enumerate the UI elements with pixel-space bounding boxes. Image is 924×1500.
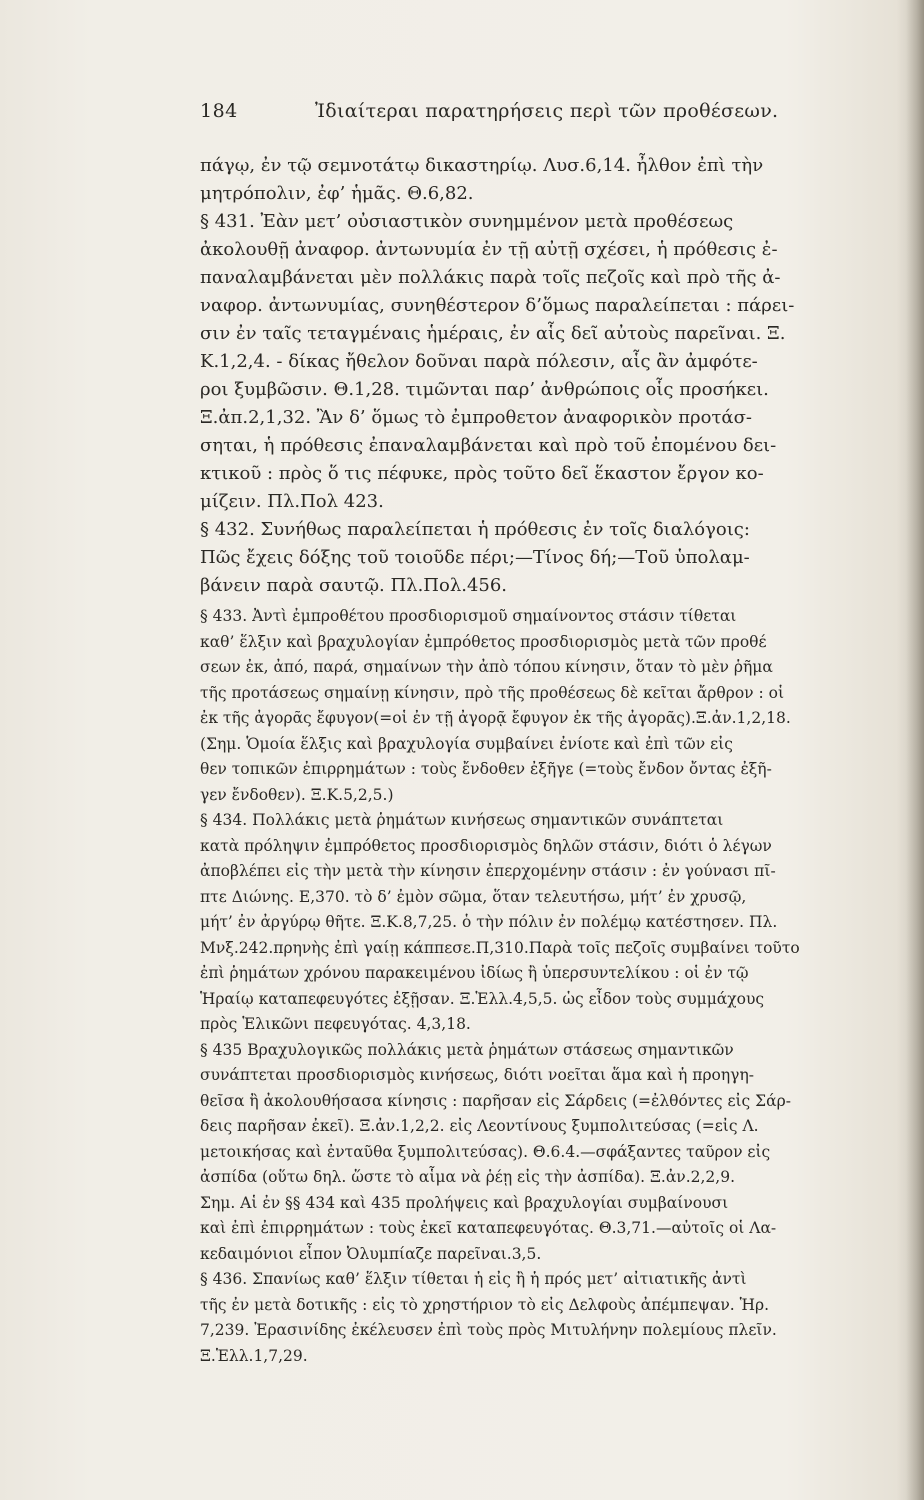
text-line: σιν ἐν ταῖς τεταγμέναις ἡμέραις, ἐν αἷς δεῖ αὐτοὺς παρεῖναι. Ξ.	[200, 323, 786, 344]
small-text-line: Μνξ.242.πρηνὴς ἐπὶ γαίῃ κάππεσε.Π,310.Παρὰ τοῖς πεζοῖς συμβαίνει τοῦτο	[200, 938, 800, 957]
small-text-line: Ἡραίῳ καταπεφευγότες ἐξῇσαν. Ξ.Ἑλλ.4,5,5. ὡς εἶδον τοὺς συμμάχους	[200, 989, 765, 1008]
small-text-line: κατὰ πρόληψιν ἐμπρόθετος προσδιορισμὸς δηλῶν στάσιν, διότι ὁ λέγων	[200, 836, 772, 855]
text-line: μητρόπολιν, ἐφ’ ἡμᾶς. Θ.6,82.	[200, 183, 474, 204]
small-text-line: § 435 Βραχυλογικῶς πολλάκις μετὰ ῥημάτων στάσεως σημαντικῶν	[200, 1040, 734, 1059]
small-text-line: § 433. Ἀντὶ ἐμπροθέτου προσδιορισμοῦ σημαίνοντος στάσιν τίθεται	[200, 607, 737, 625]
small-text-line: πρὸς Ἑλικῶνι πεφευγότας. 4,3,18.	[200, 1015, 471, 1033]
text-line: ἀκολουθῇ ἀναφορ. ἀντωνυμία ἐν τῇ αὐτῇ σχέσει, ἡ πρόθεσις ἐ-	[200, 239, 778, 260]
small-text-line: § 434. Πολλάκις μετὰ ῥημάτων κινήσεως σημαντικῶν συνάπτεται	[200, 811, 724, 829]
small-text-line: § 436. Σπανίως καθ’ ἕλξιν τίθεται ἡ εἰς ἢ ἡ πρός μετ’ αἰτιατικῆς ἀντὶ	[200, 1270, 747, 1288]
small-text-line: ἐκ τῆς ἀγορᾶς ἔφυγον(=οἱ ἐν τῇ ἀγορᾷ ἔφυγον ἐκ τῆς ἀγορᾶς).Ξ.ἀν.1,2,18.	[200, 709, 791, 727]
text-line: πάγῳ, ἐν τῷ σεμνοτάτῳ δικαστηρίῳ. Λυσ.6,14. ἦλθον ἐπὶ τὴν	[200, 155, 764, 176]
text-line: Κ.1,2,4. - δίκας ἤθελον δοῦναι παρὰ πόλεσιν, αἷς ἂν ἀμφότε-	[200, 351, 758, 372]
page-edge-shadow	[906, 0, 924, 1500]
small-text-line: μετοικήσας καὶ ἐνταῦθα ξυμπολιτεύσας). Θ.6.4.—σφάξαντες ταῦρον εἰς	[200, 1142, 771, 1161]
text-line: ναφορ. ἀντωνυμίας, συνηθέστερον δ’ὅμως παραλείπεται : πάρει-	[200, 295, 795, 316]
text-line: ροι ξυμβῶσιν. Θ.1,28. τιμῶνται παρ’ ἀνθρώποις οἷς προσήκει.	[200, 379, 769, 400]
body-text	[200, 152, 900, 1369]
text-line: § 431. Ἐὰν μετ’ οὐσιαστικὸν συνημμένον μετὰ προθέσεως	[200, 211, 734, 232]
small-text-line: Σημ. Αἱ ἐν §§ 434 καὶ 435 προλήψεις καὶ βραχυλογίαι συμβαίνουσι	[200, 1193, 729, 1212]
text-line: βάνειν παρὰ σαυτῷ. Πλ.Πολ.456.	[200, 575, 508, 596]
small-text-line: (Σημ. Ὁμοία ἕλξις καὶ βραχυλογία συμβαίνει ἐνίοτε καὶ ἐπὶ τῶν εἰς	[200, 734, 733, 753]
small-text-line: θεν τοπικῶν ἐπιρρημάτων : τοὺς ἔνδοθεν ἐξῆγε (=τοὺς ἔνδον ὄντας ἐξῆ-	[200, 760, 772, 778]
small-text-line: καθ’ ἕλξιν καὶ βραχυλογίαν ἐμπρόθετος προσδιορισμὸς μετὰ τῶν προθέ	[200, 632, 767, 651]
small-text-line: δεις παρῆσαν ἐκεῖ). Ξ.ἀν.1,2,2. εἰς Λεοντίνους ξυμπολιτεύσας (=εἰς Λ.	[200, 1117, 759, 1135]
text-line: παναλαμβάνεται μὲν πολλάκις παρὰ τοῖς πεζοῖς καὶ πρὸ τῆς ἀ-	[200, 267, 781, 288]
small-text-line: πτε Διώνης. Ε,370. τὸ δ’ ἐμὸν σῶμα, ὅταν τελευτήσω, μήτ’ ἐν χρυσῷ,	[200, 887, 747, 906]
small-text-line: θεῖσα ἢ ἀκολουθήσασα κίνησις : παρῆσαν εἰς Σάρδεις (=ἐλθόντες εἰς Σάρ-	[200, 1091, 791, 1110]
small-text-line: μήτ’ ἐν ἀργύρῳ θῆτε. Ξ.Κ.8,7,25. ὁ τὴν πόλιν ἐν πολέμῳ κατέστησεν. Πλ.	[200, 913, 778, 931]
small-text-line: καὶ ἐπὶ ἐπιρρημάτων : τοὺς ἐκεῖ καταπεφευγότας. Θ.3,71.—αὐτοῖς οἱ Λα-	[200, 1219, 777, 1237]
text-line: § 432. Συνήθως παραλείπεται ἡ πρόθεσις ἐν τοῖς διαλόγοις:	[200, 519, 750, 540]
small-text-line: τῆς ἐν μετὰ δοτικῆς : εἰς τὸ χρηστήριον τὸ εἰς Δελφοὺς ἀπέμπεψαν. Ἡρ.	[200, 1295, 770, 1314]
small-text-line: γεν ἔνδοθεν). Ξ.Κ.5,2,5.)	[200, 785, 394, 804]
small-text-line: 7,239. Ἐρασινίδης ἐκέλευσεν ἐπὶ τοὺς πρὸς Μιτυλήνην πολεμίους πλεῖν.	[200, 1321, 777, 1339]
small-text-line: κεδαιμόνιοι εἶπον Ὀλυμπίαζε παρεῖναι.3,5.	[200, 1244, 542, 1263]
small-text-line: ἐπὶ ῥημάτων χρόνου παρακειμένου ἰδίως ἢ ὑπερσυντελίκου : οἱ ἐν τῷ	[200, 964, 749, 982]
page-header	[200, 100, 820, 130]
small-text-line: τῆς προτάσεως σημαίνῃ κίνησιν, πρὸ τῆς προθέσεως δὲ κεῖται ἄρθρον : οἱ	[200, 683, 785, 702]
text-line: κτικοῦ : πρὸς ὅ τις πέφυκε, πρὸς τοῦτο δεῖ ἕκαστον ἔργον κο-	[200, 463, 764, 484]
small-text-line: ἀποβλέπει εἰς τὴν μετὰ τὴν κίνησιν ἐπερχομένην στάσιν : ἐν γούνασι πῖ-	[200, 862, 776, 880]
small-text-line: ἀσπίδα (οὕτω δηλ. ὥστε τὸ αἷμα νὰ ῥέῃ εἰς τὴν ἀσπίδα). Ξ.ἀν.2,2,9.	[200, 1168, 735, 1186]
running-title: Ἰδιαίτεραι παρατηρήσεις περὶ τῶν προθέσεων.	[315, 100, 779, 122]
text-line: σηται, ἡ πρόθεσις ἐπαναλαμβάνεται καὶ πρὸ τοῦ ἐπομένου δει-	[200, 435, 777, 456]
text-line: Ξ.ἀπ.2,1,32. Ἂν δ’ ὅμως τὸ ἐμπροθετον ἀναφορικὸν προτάσ-	[200, 407, 752, 428]
small-text-line: συνάπτεται προσδιορισμὸς κινήσεως, διότι νοεῖται ἅμα καὶ ἡ προηγη-	[200, 1066, 754, 1084]
small-text-line: σεων ἐκ, ἀπό, παρά, σημαίνων τὴν ἀπὸ τόπου κίνησιν, ὅταν τὸ μὲν ῥῆμα	[200, 658, 773, 676]
small-text-line: Ξ.Ἑλλ.1,7,29.	[200, 1346, 308, 1365]
text-line: Πῶς ἔχεις δόξης τοῦ τοιοῦδε πέρι;—Τίνος δή;—Τοῦ ὑπολαμ-	[200, 547, 750, 568]
page-number: 184	[200, 100, 238, 122]
text-line: μίζειν. Πλ.Πολ 423.	[200, 491, 384, 512]
